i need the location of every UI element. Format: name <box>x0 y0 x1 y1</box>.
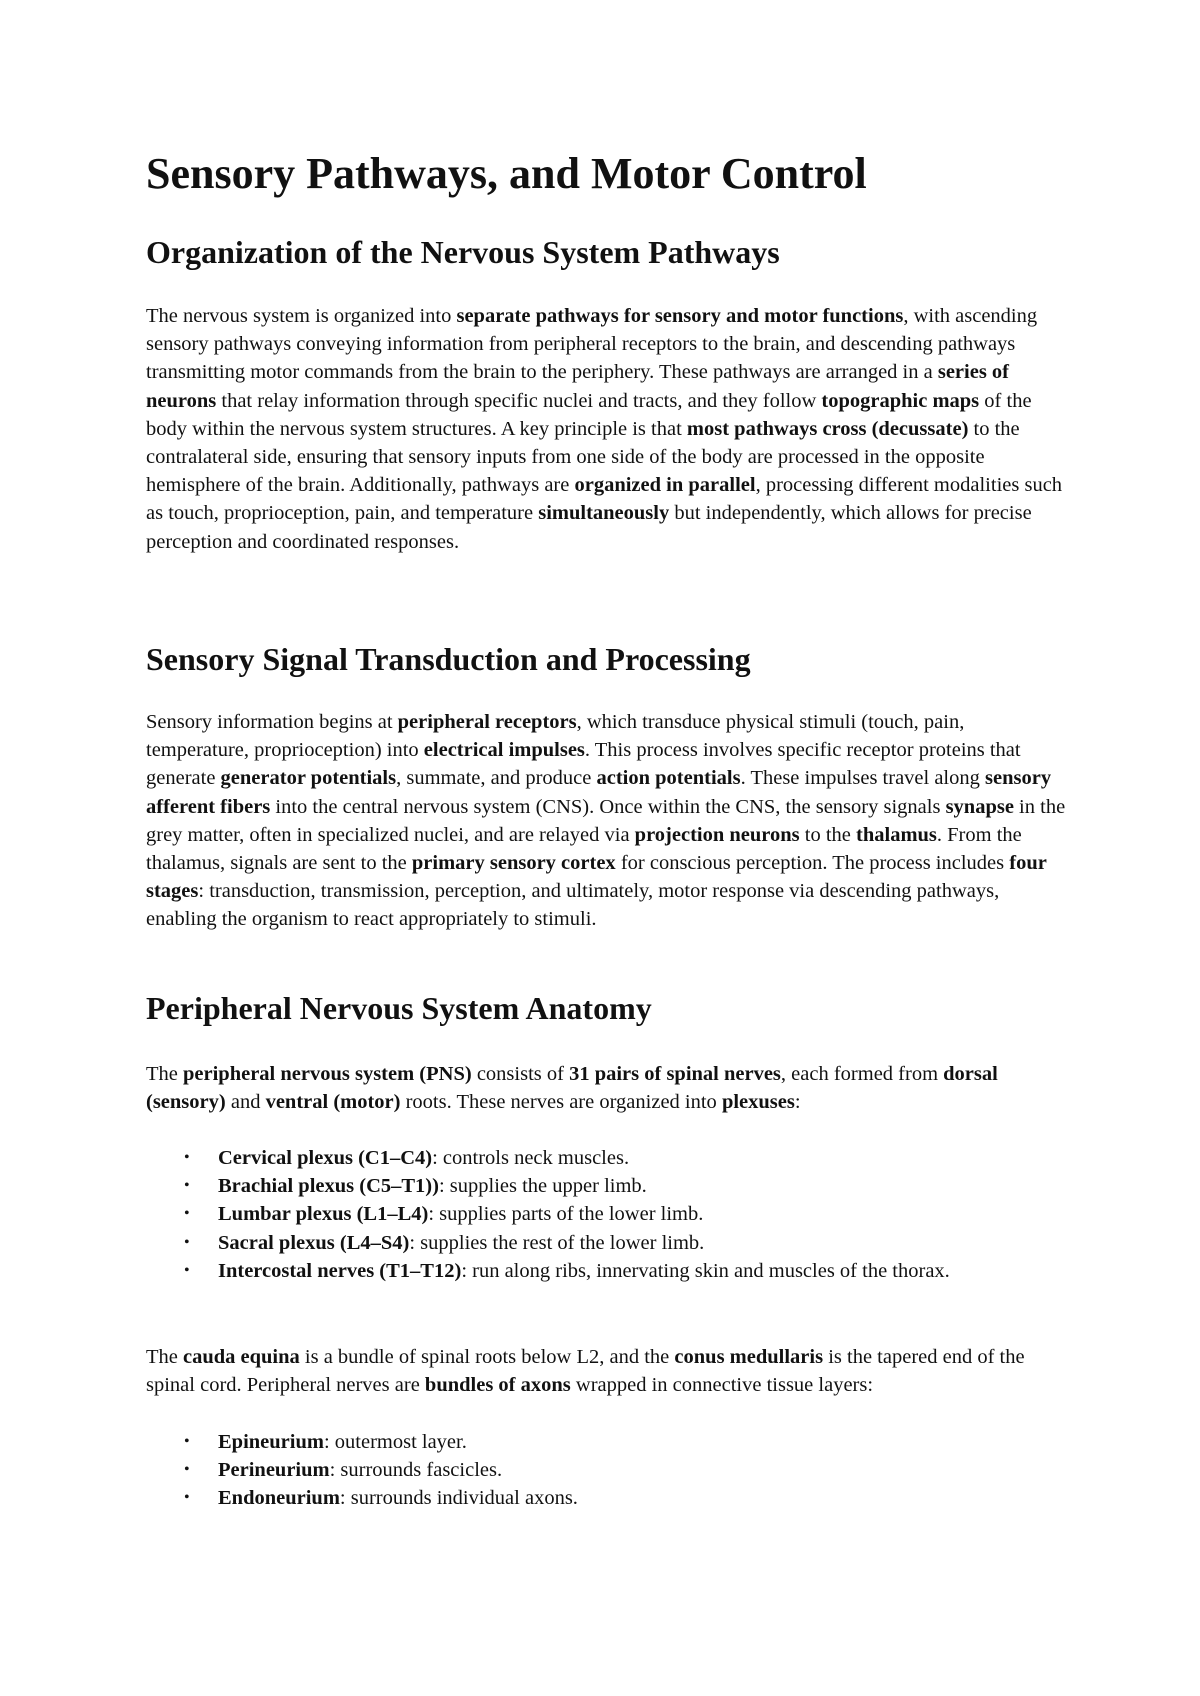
plexus-list <box>146 1144 1066 1285</box>
paragraph-cauda-equina <box>146 1343 1066 1399</box>
bullet-icon: • <box>184 1149 190 1166</box>
text-run: is the tapered end of the spinal cord. Peripheral nerves are <box>146 1346 1025 1397</box>
bold-run: ventral (motor) <box>265 1091 401 1114</box>
bold-run: projection neurons <box>634 823 800 846</box>
text-run: for conscious perception. The process includes <box>615 852 1010 875</box>
text-run: roots. These nerves are organized into <box>400 1091 722 1114</box>
bold-run: action potentials <box>596 767 741 790</box>
text-run: . These impulses travel along <box>740 767 986 790</box>
bold-run: 31 pairs of spinal nerves <box>569 1063 781 1085</box>
bold-run: simultaneously <box>538 502 670 525</box>
text-run: wrapped in connective tissue layers: <box>570 1374 874 1397</box>
paragraph-pns-intro <box>146 1060 1066 1116</box>
bold-run: Intercostal nerves (T1–T12) <box>218 1259 462 1282</box>
bullet-icon: • <box>184 1233 190 1251</box>
bullet-icon: • <box>184 1205 190 1223</box>
text-run: : outermost layer. <box>323 1431 467 1453</box>
bold-run: Brachial plexus (C5–T1)) <box>218 1175 439 1198</box>
bold-run: Epineurium <box>218 1431 324 1453</box>
list-item <box>146 1200 1066 1228</box>
text-run: The <box>146 1346 183 1368</box>
text-run: into the central nervous system (CNS). Once within the CNS, the sensory signals <box>270 795 946 818</box>
bold-run: synapse <box>945 795 1014 818</box>
text-run: . This process involves specific receptor proteins that generate <box>146 739 1021 790</box>
section-heading-pns: Peripheral Nervous System Anatomy <box>146 990 652 1026</box>
text-run: , each formed from <box>780 1063 944 1085</box>
tissue-layers-list <box>146 1428 1066 1513</box>
section-heading-sensory: Sensory Signal Transduction and Processing <box>146 641 751 677</box>
bullet-icon: • <box>184 1177 190 1195</box>
text-run: : run along ribs, innervating skin and muscles of the thorax. <box>461 1259 950 1282</box>
text-run: : <box>794 1091 801 1114</box>
text-run: : supplies the upper limb. <box>438 1175 647 1198</box>
section-heading-organization: Organization of the Nervous System Pathways <box>146 234 780 270</box>
bold-run: thalamus <box>856 823 937 846</box>
text-run: that relay information through specific nuclei and tracts, and they follow <box>216 389 822 412</box>
bold-run: cauda equina <box>183 1346 300 1368</box>
bold-run: generator potentials <box>220 767 397 790</box>
bold-run: four stages <box>146 852 1047 903</box>
text-run: in the grey matter, often in specialized nuclei, and are relayed via <box>146 795 1066 846</box>
bold-run: peripheral receptors <box>397 711 577 733</box>
list-item <box>146 1229 1066 1257</box>
bold-run: Lumbar plexus (L1–L4) <box>218 1203 429 1226</box>
bold-run: peripheral nervous system (PNS) <box>183 1063 472 1085</box>
list-item <box>146 1428 1066 1456</box>
text-run: The <box>146 1063 183 1085</box>
text-run: The nervous system is organized into <box>146 305 457 327</box>
text-run: : controls neck muscles. <box>432 1147 630 1169</box>
text-run: to the <box>799 823 857 846</box>
bold-run: plexuses <box>721 1091 795 1114</box>
bold-run: sensory afferent fibers <box>146 767 1052 818</box>
text-run: , processing different modalities such as touch, proprioception, pain, and temperature <box>146 474 1063 525</box>
bold-run: topographic maps <box>821 389 980 412</box>
bold-run: Endoneurium <box>218 1487 340 1510</box>
text-run: of the body within the nervous system structures. A key principle is that <box>146 389 1032 440</box>
bold-run: Perineurium <box>218 1459 330 1482</box>
bold-run: series of neurons <box>146 361 1010 412</box>
bold-run: organized in parallel <box>574 474 756 497</box>
text-run: . From the thalamus, signals are sent to the <box>146 823 1022 875</box>
document-title: Sensory Pathways, and Motor Control <box>146 149 867 198</box>
text-run: : supplies parts of the lower limb. <box>428 1203 704 1226</box>
text-run: and <box>225 1091 266 1114</box>
text-run: : surrounds individual axons. <box>339 1487 578 1510</box>
bullet-icon: • <box>184 1261 190 1279</box>
list-item <box>146 1456 1066 1484</box>
bullet-icon: • <box>184 1489 190 1507</box>
paragraph-organization <box>146 302 1066 556</box>
text-run: is a bundle of spinal roots below L2, and the <box>299 1346 675 1368</box>
bold-run: dorsal (sensory) <box>146 1063 998 1114</box>
text-run: consists of <box>471 1063 570 1085</box>
bold-run: bundles of axons <box>424 1374 571 1397</box>
text-run: : transduction, transmission, perception, and ultimately, motor response via descending pathways, enabling the organism to react appropriately to stimuli. <box>146 880 1000 931</box>
bullet-icon: • <box>184 1461 190 1479</box>
bullet-icon: • <box>184 1433 190 1450</box>
bold-run: electrical impulses <box>423 739 585 762</box>
text-run: but independently, which allows for precise perception and coordinated responses. <box>146 502 1032 553</box>
paragraph-sensory <box>146 708 1066 934</box>
text-run: , summate, and produce <box>396 767 597 790</box>
text-run: Sensory information begins at <box>146 711 398 733</box>
text-run: , which transduce physical stimuli (touch, pain, temperature, proprioception) into <box>146 711 965 762</box>
text-run: : surrounds fascicles. <box>329 1459 503 1482</box>
list-item <box>146 1144 1066 1172</box>
bold-run: conus medullaris <box>674 1346 824 1368</box>
text-run: : supplies the rest of the lower limb. <box>409 1231 705 1254</box>
bold-run: Cervical plexus (C1–C4) <box>218 1147 433 1169</box>
text-run: to the contralateral side, ensuring that sensory inputs from one side of the body are processed in the opposite hemisphere of the brain. Additionally, pathways are <box>146 417 1020 497</box>
list-item <box>146 1257 1066 1285</box>
bold-run: Sacral plexus (L4–S4) <box>218 1231 410 1254</box>
bold-run: most pathways cross (decussate) <box>686 417 969 440</box>
list-item <box>146 1172 1066 1200</box>
bold-run: primary sensory cortex <box>411 852 616 875</box>
bold-run: separate pathways for sensory and motor functions <box>456 305 904 327</box>
list-item <box>146 1484 1066 1512</box>
text-run: , with ascending sensory pathways conveying information from peripheral receptors to the brain, and descending pathways transmitting motor commands from the brain to the periphery. These pathways are arranged in a <box>146 305 1038 384</box>
